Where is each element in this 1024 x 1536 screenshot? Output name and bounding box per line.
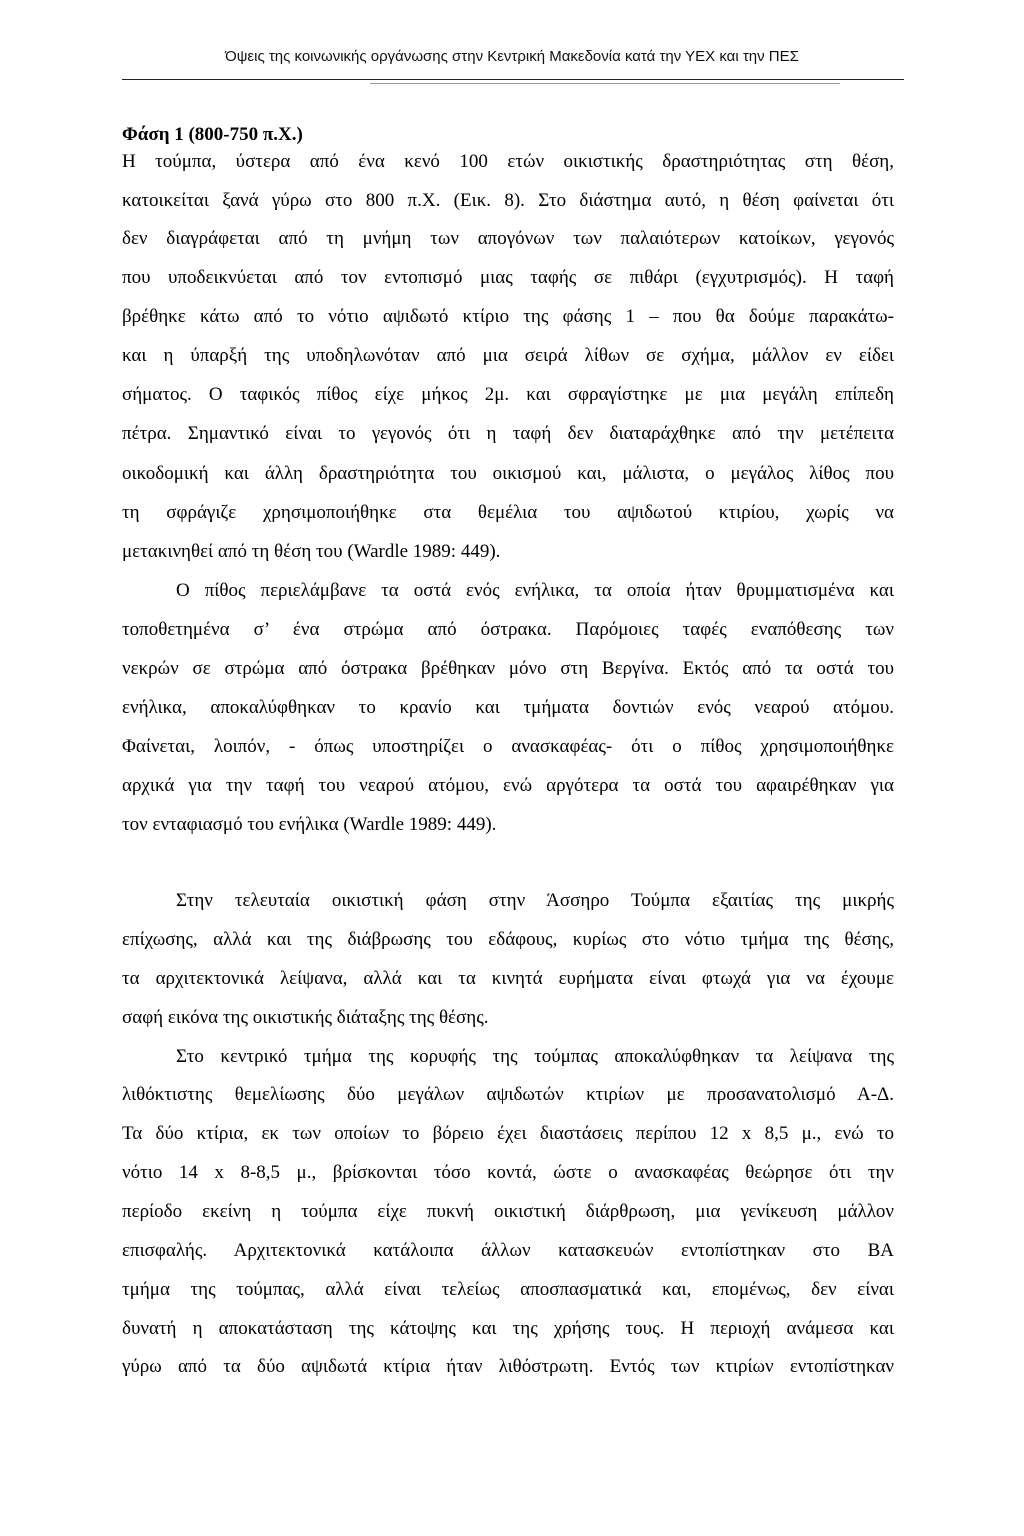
paragraph-1-line: και η ύπαρξή της υποδηλωνόταν από μια σειρά λίθων σε σχήμα, μάλλον εν είδει	[122, 345, 894, 366]
paragraph-1-line: που υποδεικνύεται από τον εντοπισμό μιας ταφής σε πιθάρι (εγχυτρισμός). Η ταφή	[122, 267, 894, 288]
paragraph-2-line: νεκρών σε στρώμα από όστρακα βρέθηκαν μόνο στη Βεργίνα. Εκτός από τα οστά του	[122, 658, 894, 679]
paragraph-1-line: οικοδομική και άλλη δραστηριότητα του οικισμού και, μάλιστα, ο μεγάλος λίθος που	[122, 463, 894, 484]
paragraph-4-line: τμήμα της τούμπας, αλλά είναι τελείως αποσπασματικά και, επομένως, δεν είναι	[122, 1279, 894, 1300]
paragraph-1-line: δεν διαγράφεται από τη μνήμη των απογόνων των παλαιότερων κατοίκων, γεγονός	[122, 228, 894, 249]
paragraph-1-line: μετακινηθεί από τη θέση του (Wardle 1989: 449).	[122, 541, 501, 562]
paragraph-4-line: γύρω από τα δύο αψιδωτά κτίρια ήταν λιθόστρωτη. Εντός των κτιρίων εντοπίστηκαν	[122, 1356, 894, 1377]
header-rule-secondary	[370, 83, 840, 84]
paragraph-4-line: δυνατή η αποκατάσταση της κάτοψης και της χρήσης τους. Η περιοχή ανάμεσα και	[122, 1318, 894, 1339]
paragraph-1-line: βρέθηκε κάτω από το νότιο αψιδωτό κτίριο της φάσης 1 – που θα δούμε παρακάτω-	[122, 306, 894, 327]
paragraph-1-line: σήματος. Ο ταφικός πίθος είχε μήκος 2μ. και σφραγίστηκε με μια μεγάλη επίπεδη	[122, 384, 894, 405]
paragraph-3-line: τα αρχιτεκτονικά λείψανα, αλλά και τα κινητά ευρήματα είναι φτωχά για να έχουμε	[122, 968, 894, 989]
header-rule	[122, 79, 904, 80]
paragraph-4-line: Στο κεντρικό τμήμα της κορυφής της τούμπας αποκαλύφθηκαν τα λείψανα της	[176, 1046, 894, 1067]
paragraph-2-line: αρχικά για την ταφή του νεαρού ατόμου, ενώ αργότερα τα οστά του αφαιρέθηκαν για	[122, 775, 894, 796]
paragraph-2-line: ενήλικα, αποκαλύφθηκαν το κρανίο και τμήματα δοντιών ενός νεαρού ατόμου.	[122, 697, 894, 718]
paragraph-2-line: Ο πίθος περιελάμβανε τα οστά ενός ενήλικα, τα οποία ήταν θρυμματισμένα και	[176, 580, 894, 601]
paragraph-4-line: λιθόκτιστης θεμελίωσης δύο μεγάλων αψιδωτών κτιρίων με προσανατολισμό Α-Δ.	[122, 1084, 894, 1105]
paragraph-3-line: Στην τελευταία οικιστική φάση στην Άσσηρο Τούμπα εξαιτίας της μικρής	[176, 890, 894, 911]
paragraph-4-line: περίοδο εκείνη η τούμπα είχε πυκνή οικιστική διάρθρωση, μια γενίκευση μάλλον	[122, 1201, 894, 1222]
paragraph-2-line: τοποθετημένα σ’ ένα στρώμα από όστρακα. Παρόμοιες ταφές εναπόθεσης των	[122, 619, 894, 640]
running-header: Όψεις της κοινωνικής οργάνωσης στην Κεντρική Μακεδονία κατά την ΥΕΧ και την ΠΕΣ	[225, 48, 799, 65]
section-heading: Φάση 1 (800-750 π.Χ.)	[122, 124, 303, 145]
paragraph-2-line: τον ενταφιασμό του ενήλικα (Wardle 1989: 449).	[122, 814, 497, 835]
paragraph-1-line: τη σφράγιζε χρησιμοποιήθηκε στα θεμέλια του αψιδωτού κτιρίου, χωρίς να	[122, 502, 894, 523]
paragraph-1-line: πέτρα. Σημαντικό είναι το γεγονός ότι η ταφή δεν διαταράχθηκε από την μετέπειτα	[122, 423, 894, 444]
paragraph-1-line: Η τούμπα, ύστερα από ένα κενό 100 ετών οικιστικής δραστηριότητας στη θέση,	[122, 151, 894, 172]
paragraph-4-line: Τα δύο κτίρια, εκ των οποίων το βόρειο έχει διαστάσεις περίπου 12 x 8,5 μ., ενώ το	[122, 1123, 894, 1144]
paragraph-2-line: Φαίνεται, λοιπόν, - όπως υποστηρίζει ο ανασκαφέας- ότι ο πίθος χρησιμοποιήθηκε	[122, 736, 894, 757]
paragraph-4-line: επισφαλής. Αρχιτεκτονικά κατάλοιπα άλλων κατασκευών εντοπίστηκαν στο ΒΑ	[122, 1240, 894, 1261]
paragraph-3-line: σαφή εικόνα της οικιστικής διάταξης της θέσης.	[122, 1007, 489, 1028]
paragraph-4-line: νότιο 14 x 8-8,5 μ., βρίσκονται τόσο κοντά, ώστε ο ανασκαφέας θεώρησε ότι την	[122, 1162, 894, 1183]
paragraph-3-line: επίχωσης, αλλά και της διάβρωσης του εδάφους, κυρίως στο νότιο τμήμα της θέσης,	[122, 929, 894, 950]
paragraph-1-line: κατοικείται ξανά γύρω στο 800 π.Χ. (Εικ. 8). Στο διάστημα αυτό, η θέση φαίνεται ότι	[122, 190, 894, 211]
